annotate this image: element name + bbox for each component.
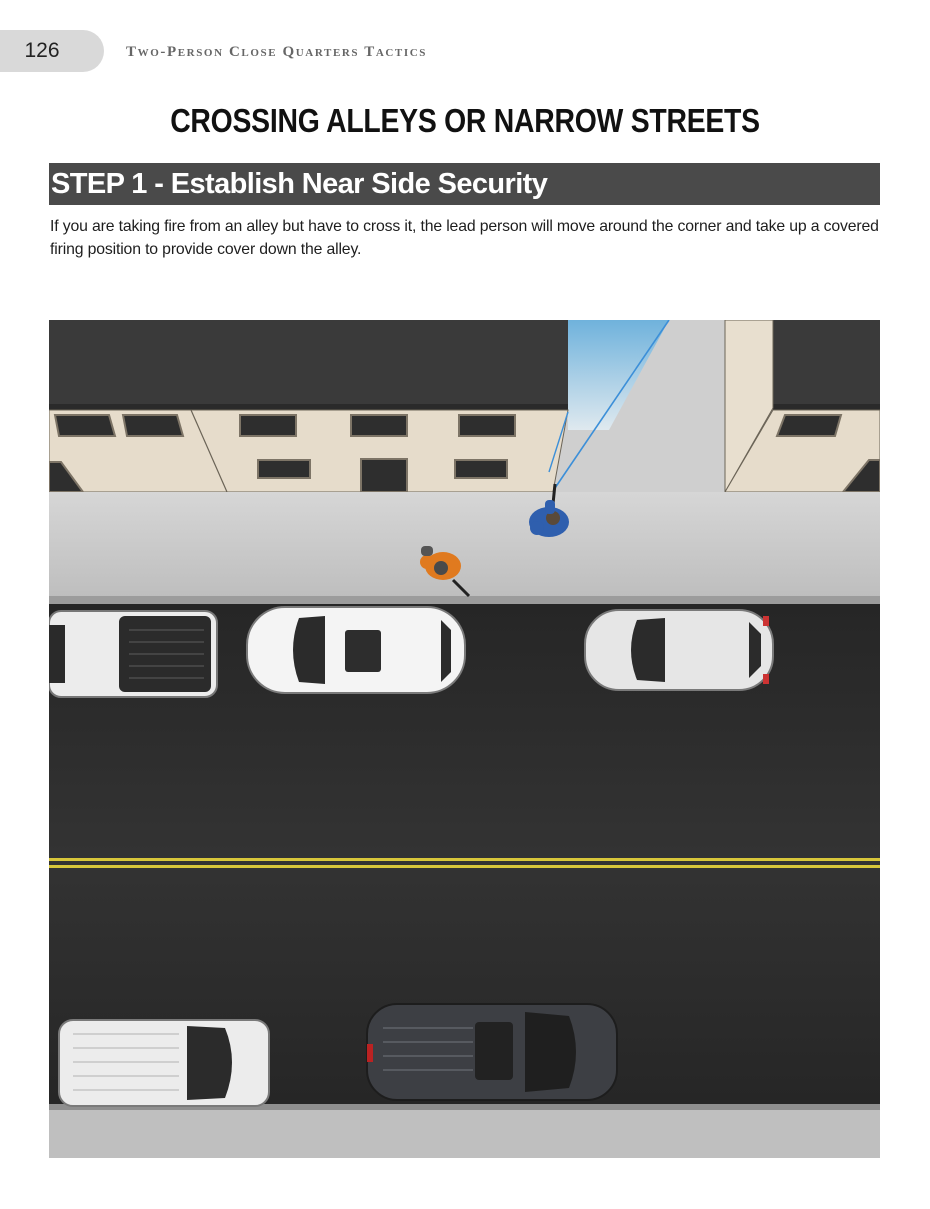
center-line bbox=[49, 858, 880, 861]
near-sidewalk bbox=[49, 492, 880, 602]
window bbox=[258, 460, 310, 478]
window bbox=[240, 415, 296, 436]
left-building-roof bbox=[49, 320, 568, 408]
silver-hatchback bbox=[585, 610, 773, 690]
white-suv bbox=[247, 607, 465, 693]
step-heading: STEP 1 - Establish Near Side Security bbox=[51, 168, 548, 200]
pickup-truck bbox=[49, 611, 217, 697]
left-building bbox=[49, 320, 568, 492]
page-title: CROSSING ALLEYS OR NARROW STREETS bbox=[170, 102, 760, 139]
step-description: If you are taking fire from an alley but have to cross it, the lead person will move around the corner and take up a covered firing position to provide cover down the alley. bbox=[50, 218, 879, 258]
running-header: Two-Person Close Quarters Tactics bbox=[126, 44, 427, 60]
right-building-roof bbox=[773, 320, 880, 408]
window bbox=[351, 415, 407, 436]
window bbox=[455, 460, 507, 478]
window bbox=[777, 415, 841, 436]
window bbox=[55, 415, 115, 436]
window bbox=[123, 415, 183, 436]
far-sidewalk bbox=[49, 1110, 880, 1158]
page-number: 126 bbox=[24, 39, 60, 62]
window bbox=[459, 415, 515, 436]
center-line bbox=[49, 865, 880, 868]
street-illustration bbox=[49, 320, 880, 1158]
right-building bbox=[725, 320, 880, 492]
step-banner bbox=[49, 163, 880, 205]
white-van bbox=[59, 1020, 269, 1106]
dark-minivan bbox=[367, 1004, 617, 1100]
door bbox=[361, 459, 407, 492]
